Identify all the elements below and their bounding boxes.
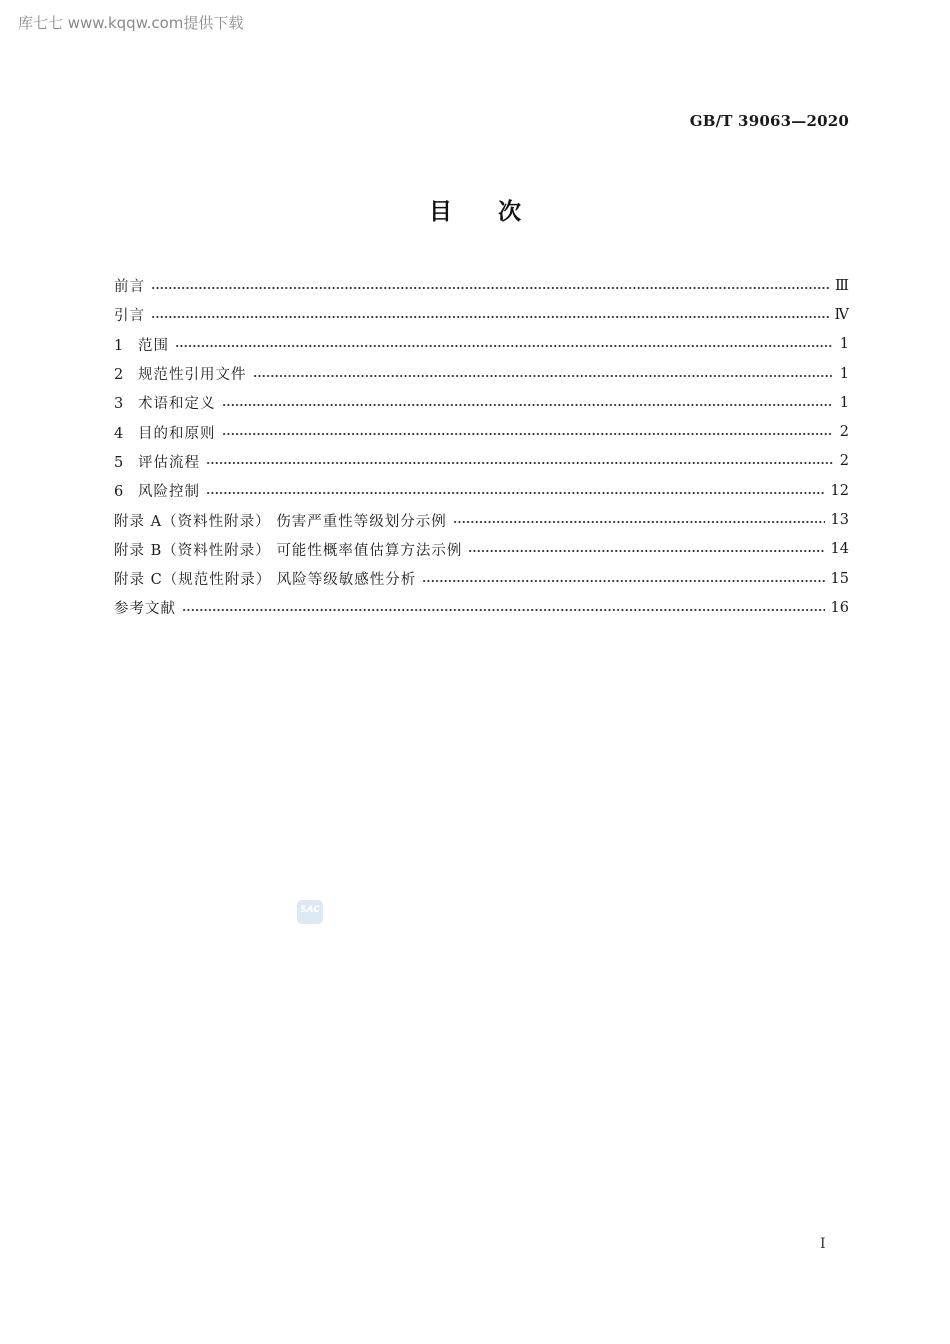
toc-entry-page: 16 <box>830 599 849 616</box>
toc-entry-foreword[interactable] <box>114 271 849 300</box>
toc-entry-scope[interactable] <box>114 330 849 359</box>
toc-entry-label: 前言 <box>114 279 145 296</box>
toc-entry-title: 范围 <box>138 337 169 354</box>
toc-entry-label: 引言 <box>114 308 145 325</box>
toc-leader-dots <box>222 403 834 407</box>
toc-entry-label: 附录 A（资料性附录） 伤害严重性等级划分示例 <box>114 513 447 530</box>
toc-entry-page: 12 <box>830 482 849 499</box>
table-of-contents <box>114 271 849 623</box>
standard-code: GB/T 39063—2020 <box>689 112 849 130</box>
toc-entry-annex-b[interactable] <box>114 535 849 564</box>
toc-entry-label <box>114 451 200 472</box>
toc-entry-terms-definitions[interactable] <box>114 388 849 417</box>
toc-entry-label <box>114 334 169 355</box>
sac-seal-icon <box>297 900 323 924</box>
toc-entry-page: 1 <box>839 336 849 353</box>
toc-entry-label <box>114 392 216 413</box>
toc-leader-dots <box>253 374 834 378</box>
toc-entry-page: 13 <box>830 512 849 529</box>
toc-entry-label: 附录 C（规范性附录） 风险等级敏感性分析 <box>114 572 417 589</box>
toc-leader-dots <box>422 579 824 583</box>
toc-entry-page: 2 <box>839 453 849 470</box>
toc-leader-dots <box>468 549 824 553</box>
toc-entry-label <box>114 422 216 443</box>
toc-entry-title: 评估流程 <box>138 454 200 471</box>
toc-leader-dots <box>175 344 833 348</box>
toc-leader-dots <box>182 608 825 612</box>
toc-entry-title: 术语和定义 <box>138 396 216 413</box>
toc-entry-bibliography[interactable] <box>114 593 849 622</box>
toc-leader-dots <box>206 461 833 465</box>
toc-leader-dots <box>151 315 829 319</box>
toc-entry-number: 1 <box>114 337 124 354</box>
seal-text: SAC <box>300 905 320 915</box>
toc-entry-page: 1 <box>839 394 849 411</box>
toc-entry-assessment-process[interactable] <box>114 447 849 476</box>
toc-entry-risk-control[interactable] <box>114 476 849 505</box>
toc-entry-label: 参考文献 <box>114 601 176 618</box>
toc-entry-page: 1 <box>839 365 849 382</box>
toc-entry-number: 3 <box>114 396 124 413</box>
toc-entry-page: 2 <box>839 424 849 441</box>
toc-leader-dots <box>206 491 825 495</box>
toc-leader-dots <box>151 286 829 290</box>
toc-entry-page: Ⅳ <box>834 306 849 323</box>
page-number: I <box>820 1236 826 1252</box>
toc-entry-annex-a[interactable] <box>114 505 849 534</box>
toc-entry-label: 附录 B（资料性附录） 可能性概率值估算方法示例 <box>114 542 463 559</box>
page-title: 目次 <box>429 199 567 225</box>
toc-entry-title: 目的和原则 <box>138 425 216 442</box>
toc-entry-page: 14 <box>830 541 849 558</box>
toc-entry-label <box>114 363 247 384</box>
toc-entry-purpose-principles[interactable] <box>114 417 849 446</box>
toc-entry-number: 6 <box>114 484 124 501</box>
toc-entry-title: 规范性引用文件 <box>138 367 247 384</box>
toc-leader-dots <box>453 520 825 524</box>
toc-entry-number: 4 <box>114 425 124 442</box>
toc-entry-introduction[interactable] <box>114 300 849 329</box>
toc-entry-page: 15 <box>830 570 849 587</box>
toc-entry-page: Ⅲ <box>835 277 849 294</box>
watermark-text: 库七七 www.kqqw.com提供下载 <box>18 14 244 32</box>
toc-leader-dots <box>222 432 834 436</box>
toc-entry-number: 2 <box>114 367 124 384</box>
toc-entry-title: 风险控制 <box>138 484 200 501</box>
toc-entry-annex-c[interactable] <box>114 564 849 593</box>
toc-entry-normative-references[interactable] <box>114 359 849 388</box>
toc-entry-label <box>114 480 200 501</box>
toc-entry-number: 5 <box>114 454 124 471</box>
